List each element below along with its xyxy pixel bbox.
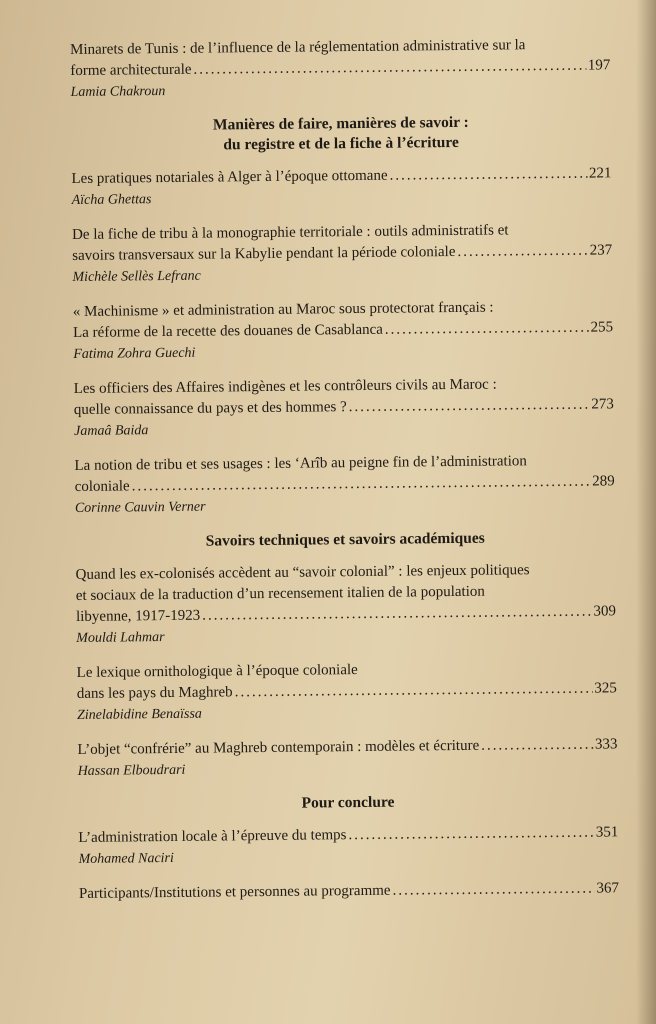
toc-entry [71,163,611,211]
page-number: 273 [591,396,614,413]
section-heading-line: Pour conclure [301,793,395,812]
entry-title-text: savoirs transversaux sur la Kabylie pendant la période coloniale [72,243,456,264]
section-heading-line: Savoirs techniques et savoirs académiques [205,529,485,550]
entry-title-line: La notion de tribu et ses usages : les ‘Arîb au peigne fin de l’administration [74,453,527,474]
entry-author: Mohamed Naciri [78,850,174,867]
toc-entry [77,734,617,782]
entry-title-line: « Machinisme » et administration au Maroc sous protectorat français : [72,299,494,320]
entry-title-line: Minarets de Tunis : de l’influence de la réglementation administrative sur la [70,37,526,58]
entry-title-text: L’administration locale à l’épreuve du temps [78,827,347,846]
page-number: 325 [594,680,617,697]
page-number: 309 [593,603,617,620]
entry-title-text: Les pratiques notariales à Alger à l’époque ottomane [71,167,388,187]
page-number: 197 [587,57,611,74]
entry-title-line: De la fiche de tribu à la monographie territoriale : outils administratifs et [71,222,509,243]
entry-title-text: Participants/Institutions et personnes au programme [78,882,391,902]
entry-title-line: Les officiers des Affaires indigènes et les contrôleurs civils au Maroc : [73,376,497,397]
dot-leader [481,735,593,757]
page-number: 289 [592,473,615,490]
table-of-contents [70,34,619,919]
dot-leader [457,241,588,263]
toc-entry [79,878,619,905]
page-number: 237 [589,242,613,259]
toc-entry [75,559,616,649]
entry-author: Mouldi Lahmar [76,630,165,646]
entry-title-line: et sociaux de la traduction d’un recensement italien de la population [75,583,485,604]
page-number: 221 [588,165,612,182]
page-number: 367 [596,880,619,897]
page-edge-shadow [636,0,656,1024]
dot-leader [385,318,589,341]
entry-title-text: L’objet “confrérie” au Maghreb contemporain : modèles et écriture [77,737,480,758]
entry-author: Corinne Cauvin Verner [74,499,206,516]
entry-author: Lamia Chakroun [70,84,166,100]
entry-author: Michèle Sellès Lefranc [72,268,201,285]
entry-author: Zinelabidine Benaïssa [76,706,202,723]
entry-title-line: Quand les ex-colonisés accèdent au “savoir colonial” : les enjeux politiques [75,562,530,583]
section-heading-line: Manières de faire, manières de savoir : [212,113,469,134]
section-heading [78,790,618,816]
page-number: 333 [594,736,618,753]
dot-leader [349,395,590,419]
entry-title-text: dans les pays du Maghreb [76,684,233,702]
entry-title-last-line [79,878,619,905]
section-heading-line: du registre et de la fiche à l’écriture [223,133,459,154]
toc-entry [74,373,615,442]
entry-author: Fatima Zohra Guechi [73,345,196,362]
entry-author: Jamaâ Baida [74,423,149,439]
section-heading [71,111,611,157]
dot-leader [392,879,594,902]
dot-leader [202,602,592,627]
toc-entry [77,657,618,726]
section-heading [75,527,615,553]
entry-title-text: La réforme de la recette des douanes de Casablanca [72,321,383,341]
toc-entry [73,296,614,365]
toc-entry [70,34,611,103]
dot-leader [348,823,594,847]
entry-author: Hassan Elboudrari [77,762,186,779]
page-number: 351 [595,824,619,841]
entry-title-text: coloniale [74,478,130,495]
entry-title-text: forme architecturale [70,61,192,79]
toc-entry [72,219,613,288]
dot-leader [235,679,593,704]
entry-title-line: Le lexique ornithologique à l’époque coloniale [76,662,358,681]
entry-title-text: libyenne, 1917-1923 [75,607,201,625]
dot-leader [193,56,586,81]
entry-author: Aïcha Ghettas [71,192,152,208]
toc-entry [74,450,615,519]
entry-title-text: quelle connaissance du pays et des hommes ? [73,399,347,418]
page-number: 255 [590,319,614,336]
dot-leader [389,164,587,187]
toc-entry [78,822,618,870]
